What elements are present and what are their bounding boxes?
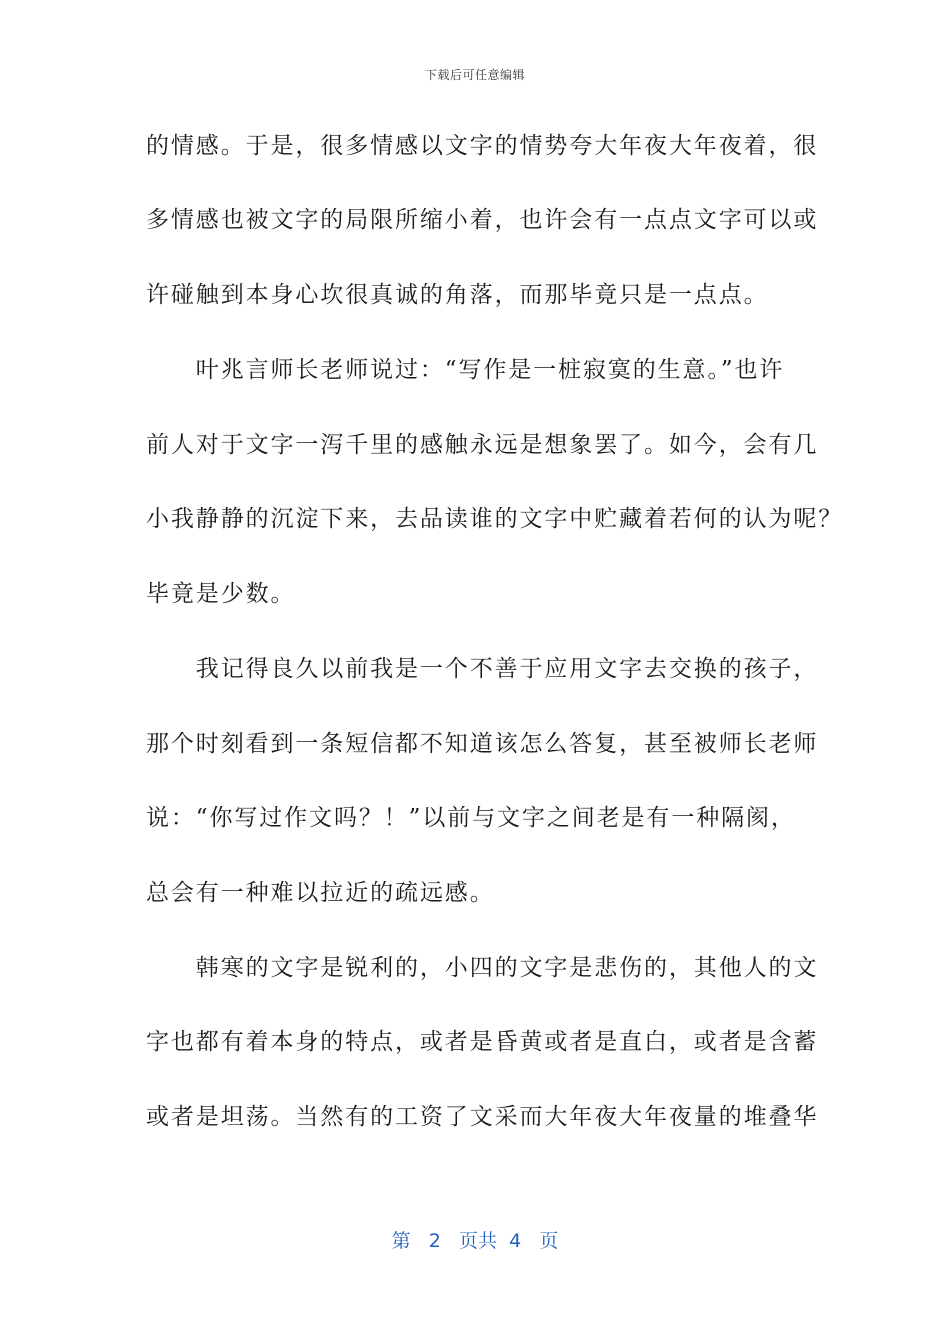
text-line: 小我静静的沉淀下来，去品读谁的文字中贮藏着若何的认为呢？: [146, 506, 844, 532]
text-line: 说：“你写过作文吗？！”以前与文字之间老是有一种隔阂，: [146, 805, 796, 831]
footer-label-page: 第: [391, 1230, 411, 1252]
text-line: 的情感。于是，很多情感以文字的情势夸大年夜大年夜着，很: [146, 133, 819, 159]
page-footer: [0, 1226, 950, 1253]
text-line: 许碰触到本身心坎很真诚的角落，而那毕竟只是一点点。: [146, 282, 769, 308]
footer-current-page: 2: [428, 1230, 441, 1252]
text-line: 总会有一种难以拉近的疏远感。: [146, 880, 495, 906]
text-line: 毕竟是少数。: [146, 581, 296, 607]
text-line: 那个时刻看到一条短信都不知道该怎么答复，甚至被师长老师: [146, 731, 819, 757]
text-line: 多情感也被文字的局限所缩小着，也许会有一点点文字可以或: [146, 207, 819, 233]
header-note: 下载后可任意编辑: [424, 68, 525, 82]
text-line: 字也都有着本身的特点，或者是昏黄或者是直白，或者是含蓄: [146, 1029, 819, 1055]
text-line: 韩寒的文字是锐利的，小四的文字是悲伤的，其他人的文: [146, 955, 819, 981]
footer-total-pages: 4: [509, 1230, 522, 1252]
text-line: 我记得良久以前我是一个不善于应用文字去交换的孩子，: [146, 656, 819, 682]
text-line: 叶兆言师长老师说过：“写作是一桩寂寞的生意。”也许: [146, 357, 785, 383]
text-line: 或者是坦荡。当然有的工资了文采而大年夜大年夜量的堆叠华: [146, 1104, 819, 1130]
footer-label-of: 页共: [459, 1230, 498, 1252]
footer-label-pages: 页: [539, 1230, 559, 1252]
text-line: 前人对于文字一泻千里的感触永远是想象罢了。如今，会有几: [146, 432, 819, 458]
